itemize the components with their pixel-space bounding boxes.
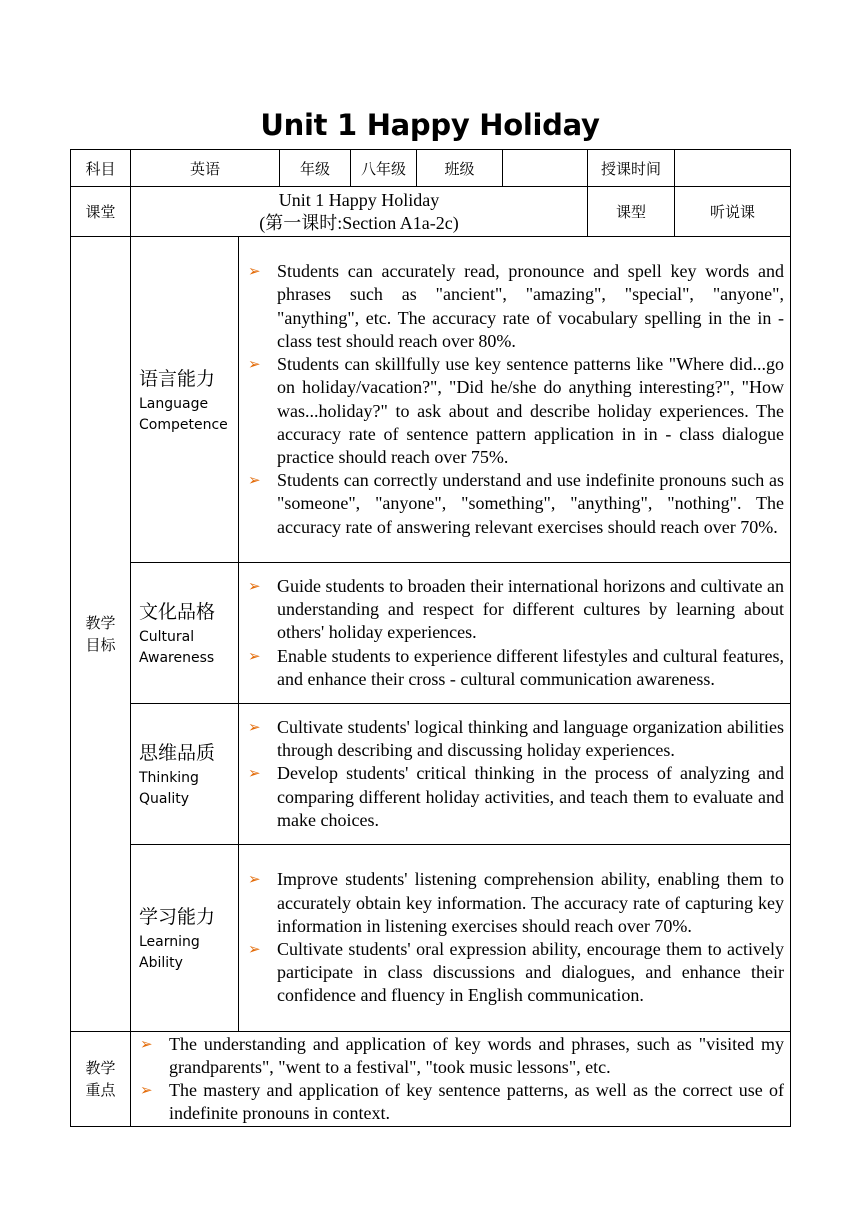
list-item: ➢ Develop students' critical thinking in the process of analyzing and comparing different holiday activities, and teach them to evaluate and make choices. — [248, 763, 785, 830]
objective-category: 思维品质 Thinking Quality — [131, 704, 239, 845]
objective-category: 文化品格 Cultural Awareness — [131, 563, 239, 704]
time-value — [675, 150, 791, 187]
list-item: ➢ Students can skillfully use key sentence patterns like "Where did...go on holiday/vacation?", "Did he/she do anything interesting?", "How was...holiday?" to ask about and describe holiday experiences. The accuracy rate of sentence pattern application in in - class dialogue practice should reach over 75%. — [248, 354, 785, 467]
objective-category: 学习能力 Learning Ability — [131, 845, 239, 1032]
lesson-section: (第一课时:Section A1a-2c) — [259, 212, 459, 233]
arrow-bullet-icon: ➢ — [248, 262, 261, 281]
list-item: ➢ Students can accurately read, pronounce and spell key words and phrases such as "ancient", "amazing", "special", "anyone", "anything", etc. The accuracy rate of vocabulary spelling in the in - class test should reach over 80%. — [248, 261, 785, 351]
lesson-plan-table — [70, 149, 791, 1127]
arrow-bullet-icon: ➢ — [248, 576, 261, 595]
lesson-type-value: 听说课 — [675, 187, 791, 237]
objective-points — [239, 563, 791, 704]
grade-value: 八年级 — [351, 150, 417, 187]
list-item: ➢ Cultivate students' oral expression ability, encourage them to actively participate in class discussions and dialogues, and enhance their confidence and fluency in English communication. — [248, 939, 785, 1006]
arrow-bullet-icon: ➢ — [248, 355, 261, 374]
arrow-bullet-icon: ➢ — [248, 940, 261, 958]
lesson-row — [71, 187, 791, 237]
list-item: ➢ The understanding and application of key words and phrases, such as "visited my grandparents", "went to a festival", "took music lessons", etc. — [140, 1033, 785, 1077]
page-title: Unit 1 Happy Holiday — [260, 108, 600, 142]
objective-row — [71, 704, 791, 845]
list-item: ➢ Guide students to broaden their international horizons and cultivate an understanding and respect for different cultures by learning about others' holiday experiences. — [248, 575, 785, 643]
list-item: ➢ The mastery and application of key sentence patterns, as well as the correct use of indefinite pronouns in context. — [140, 1080, 785, 1124]
key-points — [131, 1032, 791, 1127]
objective-category: 语言能力 Language Competence — [131, 237, 239, 563]
lesson-title: Unit 1 Happy Holiday — [278, 189, 440, 210]
time-label: 授课时间 — [588, 150, 675, 187]
key-points-row — [71, 1032, 791, 1127]
class-value — [503, 150, 588, 187]
class-label: 班级 — [417, 150, 503, 187]
grade-label: 年级 — [280, 150, 351, 187]
lesson-type-label: 课型 — [588, 187, 675, 237]
arrow-bullet-icon: ➢ — [248, 471, 261, 490]
arrow-bullet-icon: ➢ — [248, 870, 261, 889]
arrow-bullet-icon: ➢ — [248, 717, 261, 736]
list-item: ➢ Enable students to experience different lifestyles and cultural features, and enhance their cross - cultural communication awareness. — [248, 645, 785, 689]
objective-points — [239, 704, 791, 845]
arrow-bullet-icon: ➢ — [140, 1081, 153, 1099]
objective-points — [239, 845, 791, 1032]
list-item: ➢ Students can correctly understand and use indefinite pronouns such as "someone", "anyone", "something", "anything", "nothing". The accuracy rate of answering relevant exercises should reach over 70%. — [248, 470, 785, 537]
objective-row — [71, 563, 791, 704]
lesson-title-cell — [131, 187, 588, 237]
list-item: ➢ Cultivate students' logical thinking and language organization abilities through describing and discussing holiday experiences. — [248, 716, 785, 761]
subject-value: 英语 — [131, 150, 280, 187]
objective-points — [239, 237, 791, 563]
arrow-bullet-icon: ➢ — [248, 646, 261, 665]
objective-row — [71, 845, 791, 1032]
lesson-label: 课堂 — [71, 187, 131, 237]
subject-label: 科目 — [71, 150, 131, 187]
arrow-bullet-icon: ➢ — [140, 1034, 153, 1053]
objectives-label: 教学 目标 — [71, 237, 131, 1032]
key-points-label: 教学 重点 — [71, 1032, 131, 1127]
header-row — [71, 150, 791, 187]
arrow-bullet-icon: ➢ — [248, 764, 261, 783]
list-item: ➢ Improve students' listening comprehension ability, enabling them to accurately obtain key information. The accuracy rate of capturing key information in listening exercises should reach over 70%. — [248, 869, 785, 936]
objective-row — [71, 237, 791, 563]
